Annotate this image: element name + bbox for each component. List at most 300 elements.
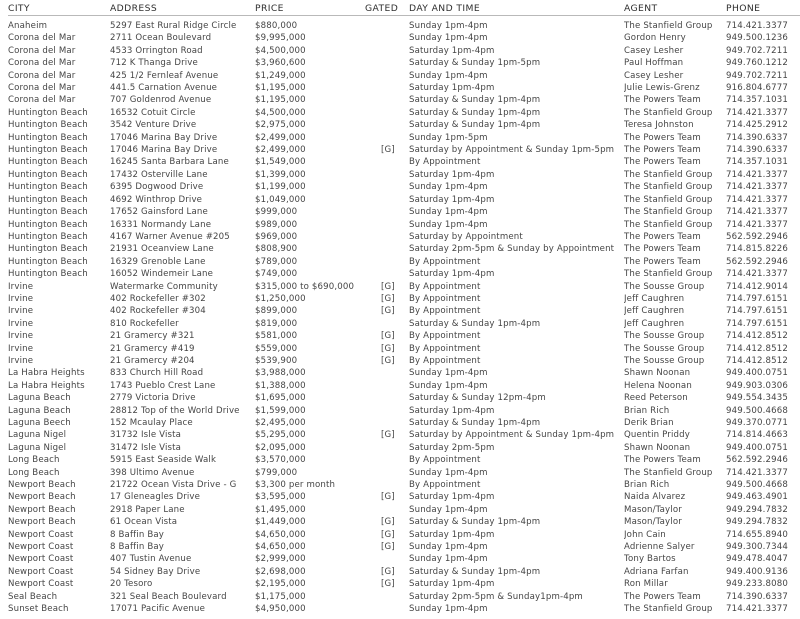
cell-gated [365,591,409,603]
table-row [8,132,800,144]
cell-price: $2,499,000 [255,132,306,143]
cell-agent: Paul Hoffman [624,58,684,69]
table-row [8,553,800,565]
cell-city: Laguna Nigel [8,430,67,441]
cell-city: Huntington Beach [8,231,88,242]
cell-price: $539,900 [255,355,298,366]
cell-gated [365,467,409,479]
cell-gated [365,219,409,231]
cell-address: 20 Tesoro [110,579,153,590]
cell-address: 2779 Victoria Drive [110,393,196,404]
table-row [8,367,800,379]
cell-address: 21 Gramercy #204 [110,355,195,366]
cell-price: $4,650,000 [255,542,306,553]
table-row [8,94,800,106]
cell-agent: Helena Noonan [624,380,692,391]
cell-address: 16532 Cotuit Circle [110,107,196,118]
cell-gated [365,181,409,193]
cell-agent: The Stanfield Group [624,194,713,205]
cell-gated [365,268,409,280]
cell-day-time: Sunday 1pm-4pm [409,219,488,230]
cell-price: $4,650,000 [255,529,306,540]
table-row [8,504,800,516]
cell-phone: 714.412.8512 [726,355,788,366]
table-body [8,16,800,616]
cell-phone: 714.797.6151 [726,318,788,329]
cell-agent: The Stanfield Group [624,219,713,230]
cell-price: $819,000 [255,318,298,329]
table-row [8,603,800,615]
cell-agent: Reed Peterson [624,393,688,404]
cell-address: 810 Rockefeller [110,318,179,329]
cell-agent: Quentin Priddy [624,430,690,441]
cell-price: $2,195,000 [255,579,306,590]
table-row [8,16,800,33]
cell-gated [365,82,409,94]
cell-day-time: By Appointment [409,331,481,342]
cell-price: $799,000 [255,467,298,478]
cell-agent: John Cain [624,529,666,540]
table-row [8,318,800,330]
cell-phone: 949.478.4047 [726,554,788,565]
cell-price: $1,495,000 [255,504,306,515]
cell-price: $2,698,000 [255,566,306,577]
cell-day-time: Saturday & Sunday 1pm-5pm [409,58,541,69]
table-row [8,479,800,491]
cell-price: $559,000 [255,343,298,354]
cell-agent: Derik Brian [624,418,674,428]
cell-phone: 949.760.1212 [726,58,788,69]
cell-gated [365,169,409,181]
cell-gated: [G] [381,355,395,366]
cell-agent: Julie Lewis-Grenz [624,83,700,94]
table-row [8,156,800,168]
cell-address: 321 Seal Beach Boulevard [110,591,227,602]
cell-agent: The Powers Team [624,95,701,106]
table-row [8,169,800,181]
table-row [8,206,800,218]
cell-address: 28812 Top of the World Drive [110,405,240,416]
table-row [8,516,800,528]
cell-city: Laguna Beach [8,393,71,404]
cell-price: $969,000 [255,231,298,242]
cell-gated [365,405,409,417]
cell-price: $2,095,000 [255,442,306,453]
cell-agent: The Stanfield Group [624,604,713,615]
header-gated: GATED [365,0,409,16]
cell-price: $4,500,000 [255,45,306,56]
cell-price: $3,988,000 [255,368,306,379]
cell-price: $3,595,000 [255,492,306,503]
cell-agent: Shawn Noonan [624,442,691,453]
cell-city: Huntington Beach [8,182,88,193]
cell-phone: 949.463.4901 [726,492,788,503]
cell-city: Huntington Beach [8,194,88,205]
cell-address: 54 Sidney Bay Drive [110,566,201,577]
table-row [8,330,800,342]
cell-city: Huntington Beach [8,157,88,168]
table-row [8,429,800,441]
cell-address: 31732 Isle Vista [110,430,182,441]
cell-city: Long Beach [8,467,60,478]
cell-agent: The Stanfield Group [624,269,713,280]
cell-gated [365,107,409,119]
cell-agent: The Stanfield Group [624,182,713,193]
cell-day-time: Saturday & Sunday 1pm-4pm [409,566,541,577]
cell-city: Huntington Beach [8,132,88,143]
cell-city: La Habra Heights [8,368,85,379]
cell-day-time: By Appointment [409,480,481,491]
cell-phone: 949.554.3435 [726,393,788,404]
table-row [8,82,800,94]
table-row [8,256,800,268]
table-row [8,243,800,255]
cell-city: Newport Coast [8,542,74,553]
cell-agent: Jeff Caughren [624,293,685,304]
cell-address: 398 Ultimo Avenue [110,467,195,478]
cell-day-time: Sunday 1pm-4pm [409,368,488,379]
cell-phone: 714.655.8940 [726,529,788,540]
cell-gated [365,603,409,615]
cell-gated [365,45,409,57]
cell-gated [365,553,409,565]
cell-phone: 714.815.8226 [726,244,788,255]
cell-agent: The Stanfield Group [624,107,713,118]
cell-gated [365,256,409,268]
cell-gated [365,94,409,106]
open-house-listings-table [8,0,800,616]
cell-day-time: Saturday & Sunday 1pm-4pm [409,107,541,118]
cell-phone: 714.412.9014 [726,281,788,292]
cell-agent: The Powers Team [624,145,701,156]
cell-phone: 916.804.6777 [726,83,788,94]
cell-city: Irvine [8,306,34,317]
cell-gated [365,57,409,69]
cell-address: 402 Rockefeller #302 [110,293,206,304]
table-row [8,181,800,193]
cell-phone: 714.797.6151 [726,293,788,304]
cell-price: $989,000 [255,219,298,230]
cell-phone: 714.421.3377 [726,207,788,218]
cell-phone: 949.400.0751 [726,442,788,453]
header-city: CITY [8,0,110,16]
table-row [8,107,800,119]
cell-city: Laguna Beech [8,418,71,428]
cell-day-time: By Appointment [409,355,481,366]
cell-agent: Mason/Taylor [624,517,682,528]
cell-address: 21722 Ocean Vista Drive - G [110,480,237,491]
table-row [8,194,800,206]
cell-phone: 714.421.3377 [726,467,788,478]
cell-city: Corona del Mar [8,58,76,69]
header-row [8,0,800,16]
cell-phone: 949.500.4668 [726,405,788,416]
table-row [8,454,800,466]
cell-phone: 949.294.7832 [726,504,788,515]
cell-gated [365,243,409,255]
table-row [8,231,800,243]
cell-gated [365,454,409,466]
cell-phone: 714.357.1031 [726,95,788,106]
cell-gated [365,504,409,516]
cell-address: 17046 Marina Bay Drive [110,145,218,156]
cell-address: 3542 Venture Drive [110,120,197,131]
cell-agent: Brian Rich [624,405,670,416]
cell-city: Irvine [8,293,34,304]
table-row [8,219,800,231]
cell-phone: 949.233.8080 [726,579,788,590]
cell-price: $1,549,000 [255,157,306,168]
cell-price: $1,599,000 [255,405,306,416]
cell-price: $749,000 [255,269,298,280]
cell-price: $899,000 [255,306,298,317]
cell-day-time: Sunday 1pm-4pm [409,467,488,478]
table-row [8,45,800,57]
header-address: ADDRESS [110,0,255,16]
cell-day-time: By Appointment [409,343,481,354]
cell-address: 16331 Normandy Lane [110,219,212,230]
table-row [8,591,800,603]
cell-gated [365,32,409,44]
cell-price: $1,399,000 [255,169,306,180]
table-header [8,0,800,16]
cell-day-time: Saturday by Appointment & Sunday 1pm-4pm [409,430,615,441]
cell-city: Corona del Mar [8,83,76,94]
cell-agent: The Powers Team [624,256,701,267]
cell-phone: 714.421.3377 [726,269,788,280]
cell-phone: 714.421.3377 [726,182,788,193]
cell-address: 17046 Marina Bay Drive [110,132,218,143]
cell-agent: Mason/Taylor [624,504,682,515]
cell-price: $1,195,000 [255,95,306,106]
cell-price: $1,049,000 [255,194,306,205]
cell-day-time: Sunday 1pm-4pm [409,207,488,218]
cell-phone: 714.412.8512 [726,331,788,342]
cell-phone: 714.421.3377 [726,107,788,118]
cell-city: Newport Coast [8,554,74,565]
cell-gated: [G] [381,281,395,292]
cell-address: 5915 East Seaside Walk [110,455,217,466]
cell-address: 21931 Oceanview Lane [110,244,214,255]
cell-city: Newport Beach [8,480,76,491]
cell-price: $3,960,600 [255,58,306,69]
cell-price: $4,950,000 [255,604,306,615]
cell-price: $4,500,000 [255,107,306,118]
cell-day-time: Saturday & Sunday 1pm-4pm [409,95,541,106]
cell-gated [365,16,409,33]
cell-address: 4533 Orrington Road [110,45,203,56]
cell-gated: [G] [381,430,395,441]
cell-phone: 949.903.0306 [726,380,788,391]
cell-gated [365,442,409,454]
cell-price: $3,300 per month [255,480,336,491]
cell-phone: 949.400.0751 [726,368,788,379]
cell-gated: [G] [381,306,395,317]
cell-city: Long Beach [8,455,60,466]
cell-phone: 949.702.7211 [726,45,788,56]
table-row [8,566,800,578]
cell-day-time: Saturday & Sunday 1pm-4pm [409,120,541,131]
cell-phone: 949.702.7211 [726,70,788,81]
cell-address: 712 K Thanga Drive [110,58,198,69]
cell-agent: Adriana Farfan [624,566,689,577]
table-row [8,70,800,82]
cell-day-time: Saturday by Appointment & Sunday 1pm-5pm [409,145,615,156]
cell-city: Huntington Beach [8,219,88,230]
cell-gated: [G] [381,331,395,342]
cell-address: 17432 Osterville Lane [110,169,208,180]
cell-day-time: By Appointment [409,256,481,267]
cell-phone: 949.370.0771 [726,418,788,428]
cell-city: Irvine [8,343,34,354]
cell-address: 5297 East Rural Ridge Circle [110,21,237,31]
cell-address: 16052 Windemeir Lane [110,269,214,280]
cell-address: 17652 Gainsford Lane [110,207,208,218]
cell-address: 16329 Grenoble Lane [110,256,206,267]
cell-price: $1,175,000 [255,591,306,602]
cell-city: Corona del Mar [8,70,76,81]
cell-address: 2918 Paper Lane [110,504,185,515]
cell-price: $2,999,000 [255,554,306,565]
table-row [8,119,800,131]
cell-city: Huntington Beach [8,256,88,267]
cell-day-time: Saturday 1pm-4pm [409,194,495,205]
cell-day-time: Saturday 1pm-4pm [409,169,495,180]
cell-agent: Casey Lesher [624,70,684,81]
cell-gated [365,417,409,429]
cell-city: Sunset Beach [8,604,69,615]
cell-agent: The Stanfield Group [624,467,713,478]
cell-address: 1743 Pueblo Crest Lane [110,380,216,391]
cell-agent: The Sousse Group [624,355,705,366]
cell-city: Newport Beach [8,517,76,528]
cell-price: $5,295,000 [255,430,306,441]
cell-day-time: Saturday 1pm-4pm [409,405,495,416]
cell-phone: 949.500.1236 [726,33,788,44]
cell-day-time: Saturday 1pm-4pm [409,269,495,280]
table-row [8,380,800,392]
cell-agent: Adrienne Salyer [624,542,695,553]
cell-agent: Teresa Johnston [624,120,694,131]
cell-address: 16245 Santa Barbara Lane [110,157,229,168]
cell-day-time: Saturday & Sunday 1pm-4pm [409,318,541,329]
cell-agent: The Powers Team [624,591,701,602]
cell-address: 61 Ocean Vista [110,517,178,528]
cell-phone: 714.421.3377 [726,21,788,31]
cell-city: Irvine [8,331,34,342]
cell-price: $880,000 [255,21,298,31]
table-row [8,144,800,156]
cell-day-time: Saturday & Sunday 1pm-4pm [409,517,541,528]
table-row [8,343,800,355]
cell-phone: 714.425.2912 [726,120,788,131]
table-row [8,529,800,541]
cell-city: La Habra Heights [8,380,85,391]
header-price: PRICE [255,0,365,16]
cell-phone: 714.814.4663 [726,430,788,441]
cell-phone: 949.500.4668 [726,480,788,491]
cell-gated [365,206,409,218]
cell-phone: 714.421.3377 [726,169,788,180]
cell-price: $9,995,000 [255,33,306,44]
cell-phone: 714.421.3377 [726,604,788,615]
cell-phone: 562.592.2946 [726,455,788,466]
cell-agent: Ron Millar [624,579,668,590]
cell-day-time: Sunday 1pm-4pm [409,554,488,565]
cell-address: 17 Gleneagles Drive [110,492,201,503]
cell-agent: Casey Lesher [624,45,684,56]
cell-day-time: Saturday & Sunday 1pm-4pm [409,418,541,428]
cell-city: Newport Beach [8,492,76,503]
cell-agent: The Stanfield Group [624,21,713,31]
cell-address: 4692 Winthrop Drive [110,194,203,205]
cell-address: 31472 Isle Vista [110,442,182,453]
cell-city: Newport Coast [8,529,74,540]
cell-address: 21 Gramercy #419 [110,343,195,354]
cell-city: Huntington Beach [8,244,88,255]
cell-day-time: Saturday 1pm-4pm [409,45,495,56]
cell-address: Watermarke Community [110,281,218,292]
cell-gated: [G] [381,579,395,590]
cell-day-time: Sunday 1pm-4pm [409,542,488,553]
cell-gated [365,156,409,168]
cell-day-time: By Appointment [409,157,481,168]
table-row [8,355,800,367]
cell-day-time: Sunday 1pm-4pm [409,604,488,615]
cell-day-time: By Appointment [409,455,481,466]
cell-agent: Shawn Noonan [624,368,691,379]
cell-gated [365,119,409,131]
cell-phone: 714.390.6337 [726,145,788,156]
cell-agent: The Powers Team [624,231,701,242]
cell-day-time: By Appointment [409,293,481,304]
cell-agent: Gordon Henry [624,33,686,44]
cell-day-time: Saturday 1pm-4pm [409,529,495,540]
cell-day-time: By Appointment [409,281,481,292]
cell-phone: 949.294.7832 [726,517,788,528]
cell-price: $808,900 [255,244,298,255]
cell-price: $2,975,000 [255,120,306,131]
cell-phone: 949.400.9136 [726,566,788,577]
table-row [8,32,800,44]
cell-address: 8 Baffin Bay [110,529,165,540]
cell-address: 707 Goldenrod Avenue [110,95,212,106]
table-row [8,442,800,454]
cell-day-time: Sunday 1pm-4pm [409,504,488,515]
cell-day-time: Saturday 1pm-4pm [409,492,495,503]
cell-phone: 714.390.6337 [726,591,788,602]
cell-phone: 562.592.2946 [726,231,788,242]
cell-address: 441.5 Carnation Avenue [110,83,218,94]
cell-day-time: Saturday 2pm-5pm & Sunday1pm-4pm [409,591,583,602]
cell-price: $581,000 [255,331,298,342]
cell-price: $2,495,000 [255,418,306,428]
cell-day-time: Sunday 1pm-4pm [409,33,488,44]
cell-phone: 562.592.2946 [726,256,788,267]
cell-gated [365,392,409,404]
cell-city: Irvine [8,355,34,366]
cell-day-time: Sunday 1pm-4pm [409,380,488,391]
cell-day-time: Sunday 1pm-4pm [409,182,488,193]
cell-address: 402 Rockefeller #304 [110,306,206,317]
cell-day-time: Saturday 1pm-4pm [409,579,495,590]
cell-gated [365,231,409,243]
table-row [8,491,800,503]
cell-city: Huntington Beach [8,207,88,218]
cell-price: $1,449,000 [255,517,306,528]
table-row [8,392,800,404]
table-row [8,268,800,280]
